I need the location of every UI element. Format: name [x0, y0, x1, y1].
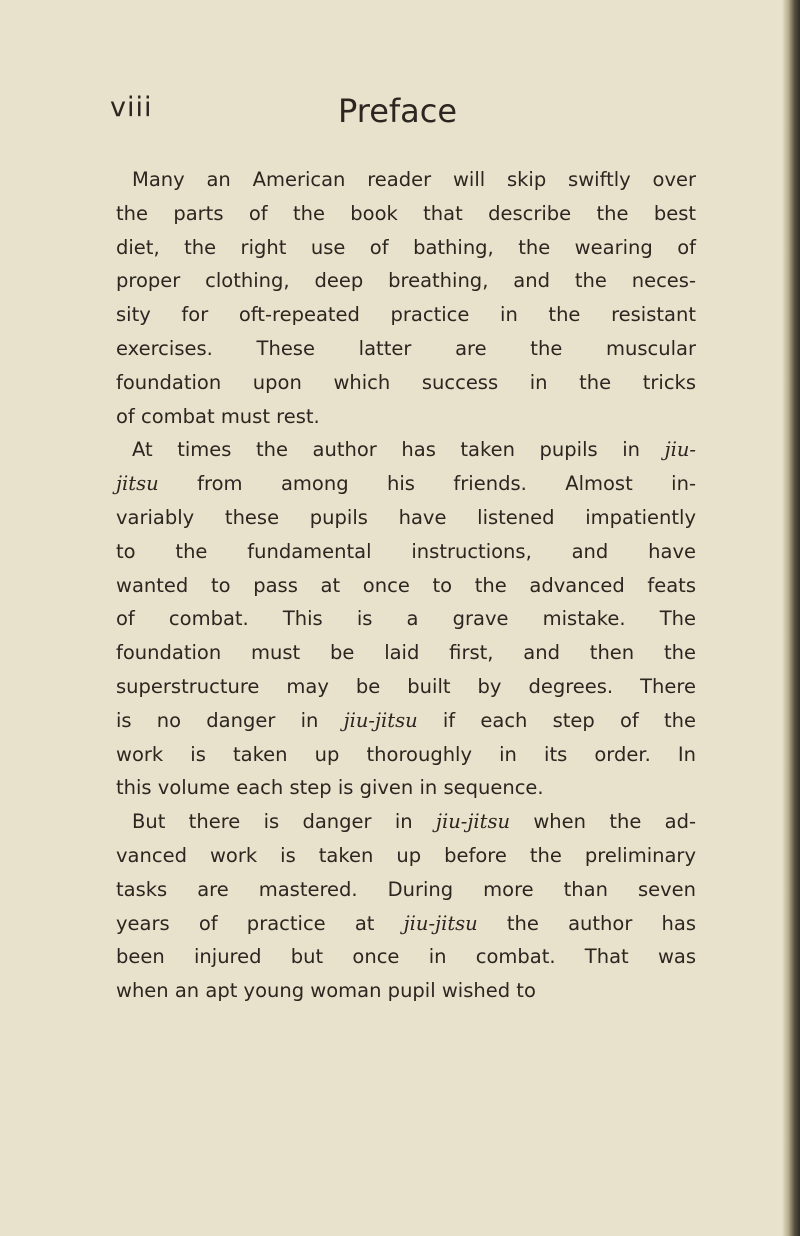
- binding-edge: [782, 0, 800, 1236]
- text-line: the parts of the book that describe the best: [116, 201, 696, 225]
- italic-term: jiu-jitsu: [403, 911, 478, 935]
- text-line: sity for oft-repeated practice in the resistant: [116, 303, 696, 327]
- paragraph: [116, 433, 696, 805]
- page-header: [0, 92, 780, 142]
- text-line: foundation must be laid first, and then the: [116, 641, 696, 665]
- paragraph: [116, 163, 696, 433]
- text-line: tasks are mastered. During more than seven: [116, 877, 696, 901]
- text-line: exercises. These latter are the muscular: [116, 336, 696, 360]
- text-line: is no danger in jiu-jitsu if each step of the: [116, 708, 697, 732]
- text-line: proper clothing, deep breathing, and the neces-: [116, 269, 696, 293]
- italic-term: jitsu: [116, 472, 159, 496]
- text-line: vanced work is taken up before the preliminary: [116, 843, 696, 867]
- text-line: jitsu from among his friends. Almost in-: [116, 472, 696, 496]
- text-line: of combat. This is a grave mistake. The: [116, 607, 696, 631]
- text-line: been injured but once in combat. That was: [116, 945, 696, 969]
- running-head: Preface: [338, 92, 458, 130]
- page-number: viii: [110, 92, 153, 123]
- text-line: foundation upon which success in the tricks: [116, 370, 696, 394]
- text-line: superstructure may be built by degrees. There: [116, 674, 696, 698]
- text-line: variably these pupils have listened impatiently: [116, 505, 696, 529]
- text-line: this volume each step is given in sequence.: [116, 776, 544, 800]
- text-line: wanted to pass at once to the advanced feats: [116, 573, 696, 597]
- text-line: diet, the right use of bathing, the wearing of: [116, 235, 696, 259]
- text-line: Many an American reader will skip swiftly over: [132, 168, 696, 191]
- text-line: to the fundamental instructions, and have: [116, 539, 696, 563]
- body-text: [116, 163, 696, 1008]
- text-line: But there is danger in jiu-jitsu when the ad-: [132, 810, 696, 834]
- text-line: of combat must rest.: [116, 404, 320, 428]
- text-line: when an apt young woman pupil wished to: [116, 979, 536, 1003]
- italic-term: jiu-jitsu: [343, 708, 418, 732]
- text-line: work is taken up thoroughly in its order. In: [116, 742, 696, 766]
- italic-term: jiu-jitsu: [435, 810, 511, 834]
- text-line: At times the author has taken pupils in jiu-: [132, 438, 696, 462]
- text-line: years of practice at jiu-jitsu the author has: [116, 911, 696, 935]
- italic-term: jiu-: [664, 438, 696, 462]
- paragraph: [116, 805, 696, 1008]
